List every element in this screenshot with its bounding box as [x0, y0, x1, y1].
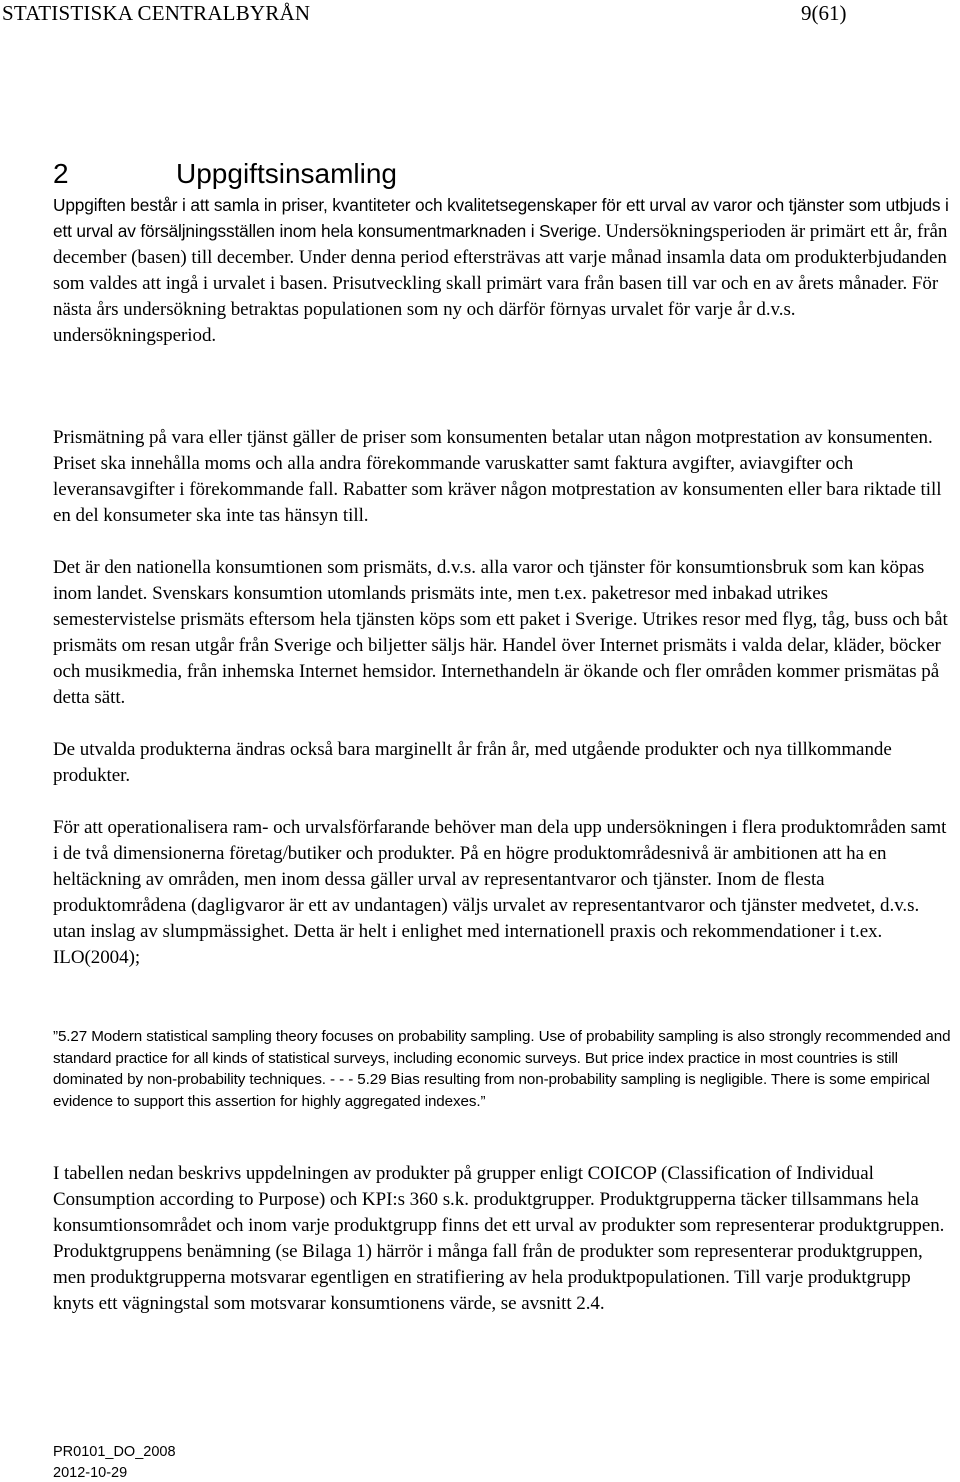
chapter-number: 2: [53, 158, 69, 189]
footer-date: 2012-10-29: [53, 1465, 128, 1481]
paragraph-national-consumption: Det är den nationella konsumtionen som prismäts, d.v.s. alla varor och tjänster för konsumtionsbruk som kan köpas inom landet. Svenskars konsumtion utomlands prismäts inte, men t.ex. paketresor med inbakad utrikes semestervistelse prismäts eftersom hela tjänsten köps som ett paket i Sverige. Utrikes resor med flyg, tåg, buss och båt prismäts om resan utgår från Sverige och biljetter säljs här. Handel över Internet prismäts i valda delar, kläder, böcker och musikmedia, från inhemska Internet hemsidor. Internethandeln är ökande och fler områden kommer prismätas på detta sätt.: [53, 557, 948, 708]
paragraph-selected-products: De utvalda produkterna ändras också bara marginellt år från år, med utgående produkter och nya tillkommande produkter.: [53, 739, 892, 786]
paragraph-intro-sans: Uppgiften består i att samla in priser, kvantiteter och kvalitetsegenskaper för ett urval av varor och tjänster som utbjuds i ett urval av försäljningsställen inom hela konsumentmarknaden i Sverige.: [53, 195, 949, 241]
chapter-title: Uppgiftsinsamling: [176, 158, 397, 189]
paragraph-operationalization: För att operationalisera ram- och urvalsförfarande behöver man dela upp undersökningen i flera produktområden samt i de två dimensionerna företag/butiker och produkter. På en högre produktområdesnivå är ambitionen att ha en heltäckning av områden, men inom dessa gäller urval av representantvaror och tjänster. Inom de flesta produktområdena (dagligvaror är ett av undantagen) väljs urvalet av representantvaror och tjänster medvetet, d.v.s. utan inslag av slumpmässighet. Detta är helt i enlighet med internationell praxis och rekommendationer i t.ex. ILO(2004);: [53, 817, 947, 968]
footer-document-id: PR0101_DO_2008: [53, 1444, 176, 1460]
paragraph-data-collection: [53, 192, 953, 349]
paragraph-price-measurement: Prismätning på vara eller tjänst gäller de priser som konsumenten betalar utan någon motprestation av konsumenten. Priset ska innehålla moms och alla andra förekommande varuskatter samt faktura avgifter, aviavgifter och leveransavgifter i förekommande fall. Rabatter som kräver någon motprestation av konsumenten eller bara riktade till en del konsumeter ska inte tas hänsyn till.: [53, 427, 942, 526]
paragraph-intro-serif: Undersökningsperioden är primärt ett år, från december (basen) till december. Under denna period eftersträvas att varje månad insamla data om produkterbjudanden som valdes att ingå i urvalet i basen. Prisutveckling skall primärt vara från basen till var och en av årets månader. För nästa års undersökning betraktas populationen som ny och därför förnyas urvalet för varje år d.v.s. undersökningsperiod.: [53, 221, 948, 346]
header-organization: STATISTISKA CENTRALBYRÅN: [2, 1, 311, 25]
chapter-heading: [53, 160, 397, 188]
header-page-number: 9(61): [801, 1, 847, 25]
paragraph-coicop-table-intro: I tabellen nedan beskrivs uppdelningen av produkter på grupper enligt COICOP (Classification of Individual Consumption according to Purpose) och KPI:s 360 s.k. produktgrupper. Produktgrupperna täcker tillsammans hela konsumtionsområdet och inom varje produktgrupp finns det ett urval av produkter som representerar produktgruppen. Produktgruppens benämning (se Bilaga 1) härrör i många fall från de produkter som representerar produktgruppen, men produktgrupperna motsvarar egentligen en stratifiering av hela produktpopulationen. Till varje produktgrupp knyts ett vägningstal som motsvarar konsumtionens värde, se avsnitt 2.4.: [53, 1163, 945, 1314]
quote-ilo: ”5.27 Modern statistical sampling theory focuses on probability sampling. Use of probability sampling is also strongly recommended and standard practice for all kinds of statistical surveys, including economic surveys. But price index practice in most countries is still dominated by non-probability techniques. - - - 5.29 Bias resulting from non-probability sampling is negligible. There is some empirical evidence to support this assertion for highly aggregated indexes.”: [53, 1028, 951, 1110]
